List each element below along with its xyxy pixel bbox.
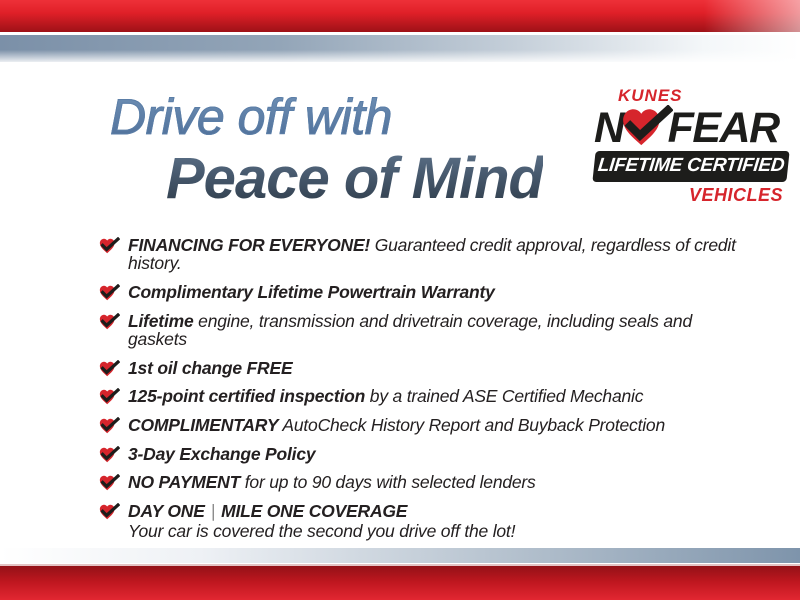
benefit-item-exchange-policy (99, 445, 749, 463)
benefit-item-lifetime-coverage (99, 312, 749, 349)
benefit-text (128, 312, 749, 349)
logo-no-fear-wordmark (594, 103, 788, 152)
benefit-bold-text: Lifetime (128, 310, 194, 331)
benefit-rest-text: for up to 90 days with selected lenders (244, 472, 536, 493)
heart-check-icon (99, 474, 120, 491)
kunes-no-fear-logo (594, 86, 788, 206)
heart-check-icon (99, 313, 120, 330)
benefit-bold-text: Complimentary Lifetime Powertrain Warranty (128, 281, 495, 302)
benefit-text (128, 502, 515, 541)
benefit-item-powertrain-warranty (99, 283, 749, 301)
benefit-text (128, 283, 495, 301)
bottom-red-band (0, 564, 800, 600)
benefit-item-day-one-coverage (99, 502, 749, 541)
heart-check-icon (99, 284, 120, 301)
logo-vehicles-tagline: VEHICLES (688, 185, 783, 205)
benefit-rest-text: by a trained ASE Certified Mechanic (369, 386, 644, 407)
benefit-bold-text: 125-point certified inspection (128, 386, 366, 407)
headline-line2: Peace of Mind (166, 146, 543, 211)
benefit-item-no-payment (99, 473, 749, 491)
heart-check-icon (99, 503, 120, 520)
heart-check-icon (99, 360, 120, 377)
benefits-list (99, 236, 749, 551)
benefit-bold-text: 3-Day Exchange Policy (128, 443, 316, 464)
heart-checkmark-icon (621, 105, 673, 147)
logo-dealer-name: KUNES (618, 86, 683, 105)
heart-check-icon (99, 446, 120, 463)
benefit-item-inspection (99, 387, 749, 405)
benefit-item-financing (99, 236, 749, 273)
logo-word-fear: FEAR (667, 103, 779, 152)
benefit-text (128, 359, 292, 377)
benefit-text (128, 445, 315, 463)
benefit-bold-text-2: MILE ONE COVERAGE (221, 501, 408, 522)
benefit-item-oil-change (99, 359, 749, 377)
benefit-text (128, 236, 749, 273)
logo-letter-n: N (594, 103, 624, 152)
benefit-rest-text: AutoCheck History Report and Buyback Protection (282, 415, 665, 436)
benefit-bold-text: FINANCING FOR EVERYONE! (128, 235, 371, 255)
heart-check-icon (99, 417, 120, 434)
benefit-item-autocheck (99, 416, 749, 434)
benefit-bold-text: 1st oil change FREE (128, 357, 293, 378)
benefit-bold-text: DAY ONE (128, 501, 205, 522)
benefit-text (128, 387, 643, 405)
heart-check-icon (99, 388, 120, 405)
benefit-bold-text: NO PAYMENT (128, 472, 241, 493)
benefit-text (128, 416, 665, 434)
top-red-band (0, 0, 800, 32)
logo-lifetime-certified-banner: LIFETIME CERTIFIED (592, 151, 789, 182)
benefit-subline: Your car is covered the second you drive off the lot! (128, 521, 516, 542)
benefit-rest-text: Guaranteed credit approval, regardless of credit history. (128, 235, 736, 274)
headline-line1: Drive off with (110, 89, 392, 145)
benefit-separator: | (210, 501, 216, 522)
benefit-bold-text: COMPLIMENTARY (128, 415, 279, 436)
benefit-text (128, 473, 536, 491)
top-blue-band (0, 35, 800, 62)
benefit-rest-text: engine, transmission and drivetrain coverage, including seals and gaskets (128, 310, 692, 349)
heart-check-icon (99, 237, 120, 254)
